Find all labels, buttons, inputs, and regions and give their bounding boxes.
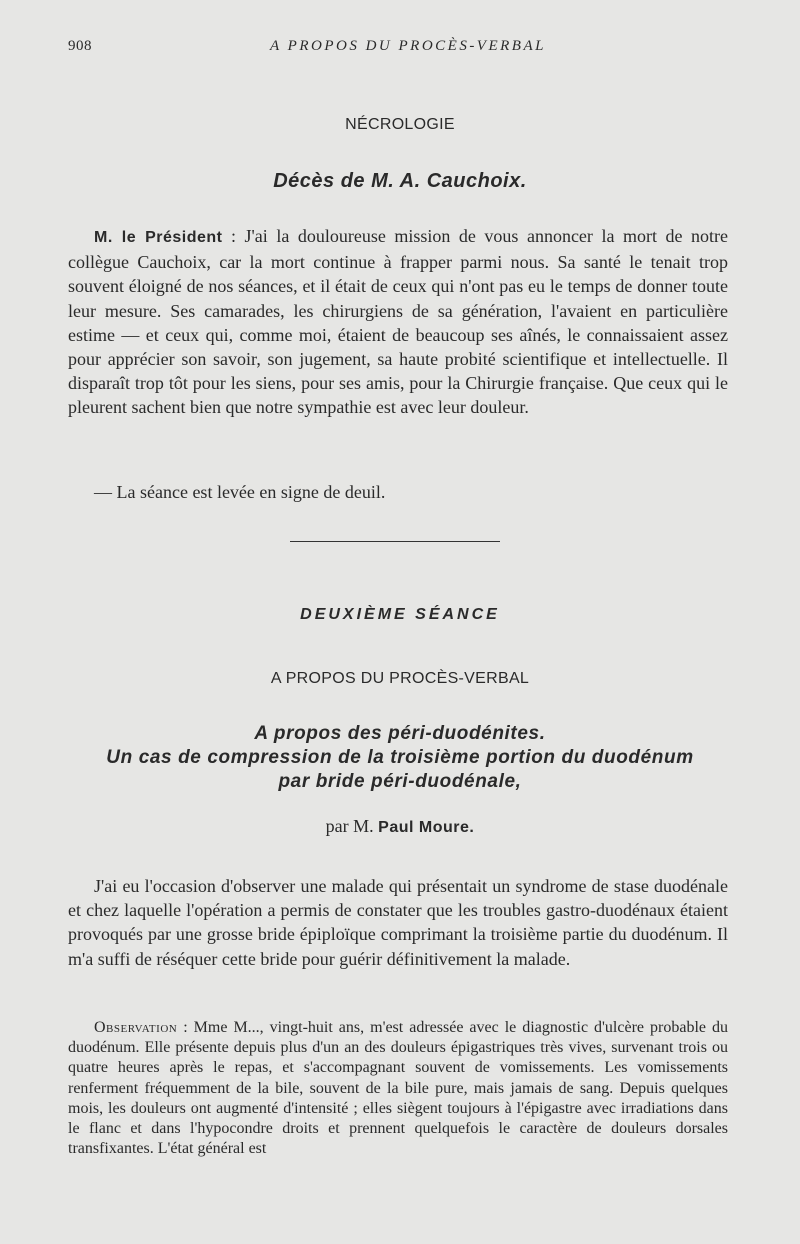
running-head: A PROPOS DU PROCÈS-VERBAL <box>270 38 546 54</box>
byline-prefix: par M. <box>325 816 379 836</box>
intro-paragraph: J'ai eu l'occasion d'observer une malade qui présentait un syndrome de stase duodénale et chez laquelle l'opération a permis de constater que les troubles gastro-duodénaux étaient provoqués par une grosse bride épiploïque comprimant la troisième partie du duodénum. Il m'a suffi de réséquer cette bride pour guérir définitivement la malade. <box>68 876 728 969</box>
obituary-text: : J'ai la douloureuse mission de vous annoncer la mort de notre collègue Cauchoix, car la mort continue à frapper parmi nous. Sa santé le tenait trop souvent éloigné de nos séances, et il était de ceux qui n'ont pas eu le temps de donner toute leur mesure. Ses camarades, les chirurgiens de sa génération, l'avaient en particulière estime — et ceux qui, comme moi, étaient de beaucoup ses aînés, le connaissaient assez pour apprécier son savoir, son jugement, sa haute probité scientifique et intellectuelle. Il disparaît trop tôt pour les siens, pour ses amis, pour la Chirurgie française. Que ceux qui le pleurent sachent bien que notre sympathie est avec leur douleur. <box>68 226 728 418</box>
article-title <box>40 722 760 794</box>
session-closing-note: — La séance est levée en signe de deuil. <box>94 482 386 502</box>
author-name: Paul Moure. <box>378 819 475 836</box>
byline <box>0 816 800 837</box>
obituary-paragraph <box>68 224 728 420</box>
subsection-heading: A PROPOS DU PROCÈS-VERBAL <box>270 670 530 687</box>
session-heading: DEUXIÈME SÉANCE <box>300 606 500 623</box>
article-title-line-1: A propos des péri-duodénites. <box>254 723 546 744</box>
page-header <box>68 38 748 60</box>
article-title-line-2: Un cas de compression de la troisième portion du duodénum <box>106 747 694 768</box>
speaker-name: M. le Président <box>94 229 223 246</box>
section-divider <box>290 541 500 542</box>
necrology-heading: NÉCROLOGIE <box>345 116 455 133</box>
article-title-line-3: par bride péri-duodénale, <box>278 771 522 792</box>
observation-label: Observation <box>94 1019 178 1036</box>
observation-paragraph <box>68 1018 728 1159</box>
observation-text: : Mme M..., vingt-huit ans, m'est adressée avec le diagnostic d'ulcère probable du duodénum. Elle présente depuis plus d'un an des douleurs épigastriques très vives, survenant trois ou quatre heures après le repas, et s'accompagnant souvent de vomissements. Les vomissements renferment fréquemment de la bile, souvent de la bile pure, mais jamais de sang. Depuis quelques mois, les douleurs ont augmenté d'intensité ; elles siègent toujours à l'épigastre avec irradiations dans le flanc et dans l'hypocondre droits et prennent quelquefois le caractère de douleurs dorsales transfixantes. L'état général est <box>68 1019 728 1158</box>
obituary-title: Décès de M. A. Cauchoix. <box>273 170 527 192</box>
page-number: 908 <box>68 38 92 54</box>
